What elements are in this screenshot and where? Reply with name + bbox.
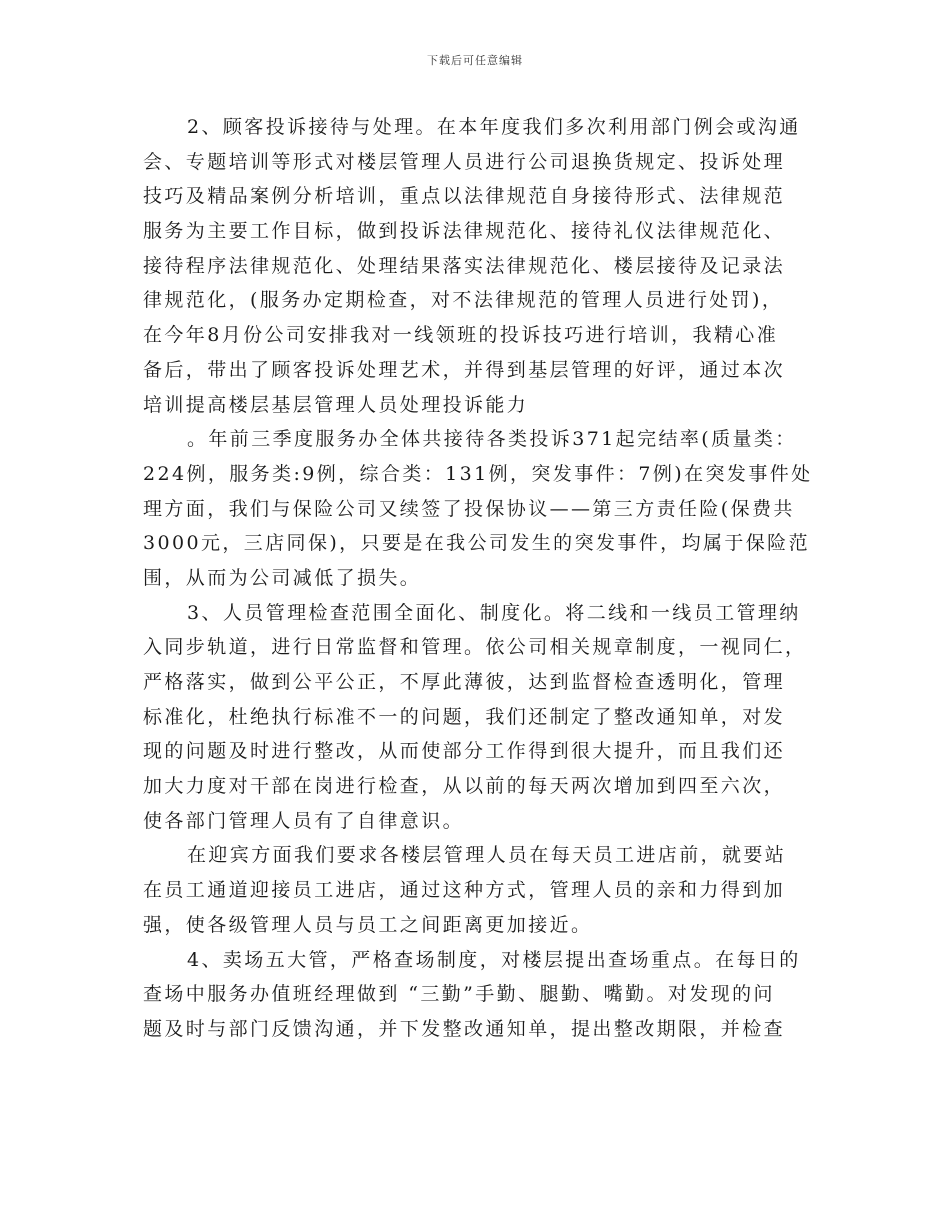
- text-line: 题及时与部门反馈沟通，并下发整改通知单，提出整改期限，并检查: [143, 1017, 786, 1040]
- text-line: 服务为主要工作目标，做到投诉法律规范化、接待礼仪法律规范化、: [143, 220, 786, 243]
- text-line: 4、卖场五大管，严格查场制度，对楼层提出查场重点。在每日的: [187, 948, 801, 971]
- text-line: 围，从而为公司减低了损失。: [143, 566, 422, 589]
- text-line: 3、人员管理检查范围全面化、制度化。将二线和一线员工管理纳: [187, 601, 801, 624]
- text-line: 接待程序法律规范化、处理结果落实法律规范化、楼层接待及记录法: [143, 254, 786, 277]
- text-line: 技巧及精品案例分析培训，重点以法律规范自身接待形式、法律规范: [143, 185, 786, 208]
- text-line: 在今年8月份公司安排我对一线领班的投诉技巧进行培训，我精心准: [143, 324, 779, 347]
- text-line: 培训提高楼层基层管理人员处理投诉能力: [143, 393, 529, 416]
- text-line: 标准化，杜绝执行标准不一的问题，我们还制定了整改通知单，对发: [143, 705, 786, 728]
- text-line: 。年前三季度服务办全体共接待各类投诉371起完结率(质量类：: [187, 428, 797, 451]
- text-line: 查场中服务办值班经理做到 “三勤”手勤、腿勤、嘴勤。对发现的问: [143, 983, 775, 1006]
- text-line: 3000元，三店同保)，只要是在我公司发生的突发事件，均属于保险范: [143, 532, 810, 555]
- text-line: 备后，带出了顾客投诉处理艺术，并得到基层管理的好评，通过本次: [143, 358, 786, 381]
- text-line: 使各部门管理人员有了自律意识。: [143, 809, 465, 832]
- text-line: 加大力度对干部在岗进行检查，从以前的每天两次增加到四至六次，: [143, 775, 786, 798]
- text-line: 强，使各级管理人员与员工之间距离更加接近。: [143, 913, 593, 936]
- text-line: 理方面，我们与保险公司又续签了投保协议——第三方责任险(保费共: [143, 497, 795, 520]
- text-line: 律规范化，(服务办定期检查，对不法律规范的管理人员进行处罚)，: [143, 289, 784, 312]
- text-line: 会、专题培训等形式对楼层管理人员进行公司退换货规定、投诉处理: [143, 150, 786, 173]
- text-line: 现的问题及时进行整改，从而使部分工作得到很大提升，而且我们还: [143, 740, 786, 763]
- text-line: 严格落实，做到公平公正，不厚此薄彼，达到监督检查透明化，管理: [143, 671, 786, 693]
- text-line: 224例，服务类:9例，综合类：131例，突发事件：7例)在突发事件处: [143, 462, 813, 485]
- text-line: 2、顾客投诉接待与处理。在本年度我们多次利用部门例会或沟通: [187, 116, 801, 138]
- text-line: 在员工通道迎接员工进店，通过这种方式，管理人员的亲和力得到加: [143, 879, 786, 902]
- text-line: 在迎宾方面我们要求各楼层管理人员在每天员工进店前，就要站: [187, 844, 787, 867]
- text-line: 入同步轨道，进行日常监督和管理。依公司相关规章制度，一视同仁，: [143, 636, 807, 659]
- page-header: 下载后可任意编辑: [427, 54, 523, 67]
- body-text: [143, 110, 813, 1047]
